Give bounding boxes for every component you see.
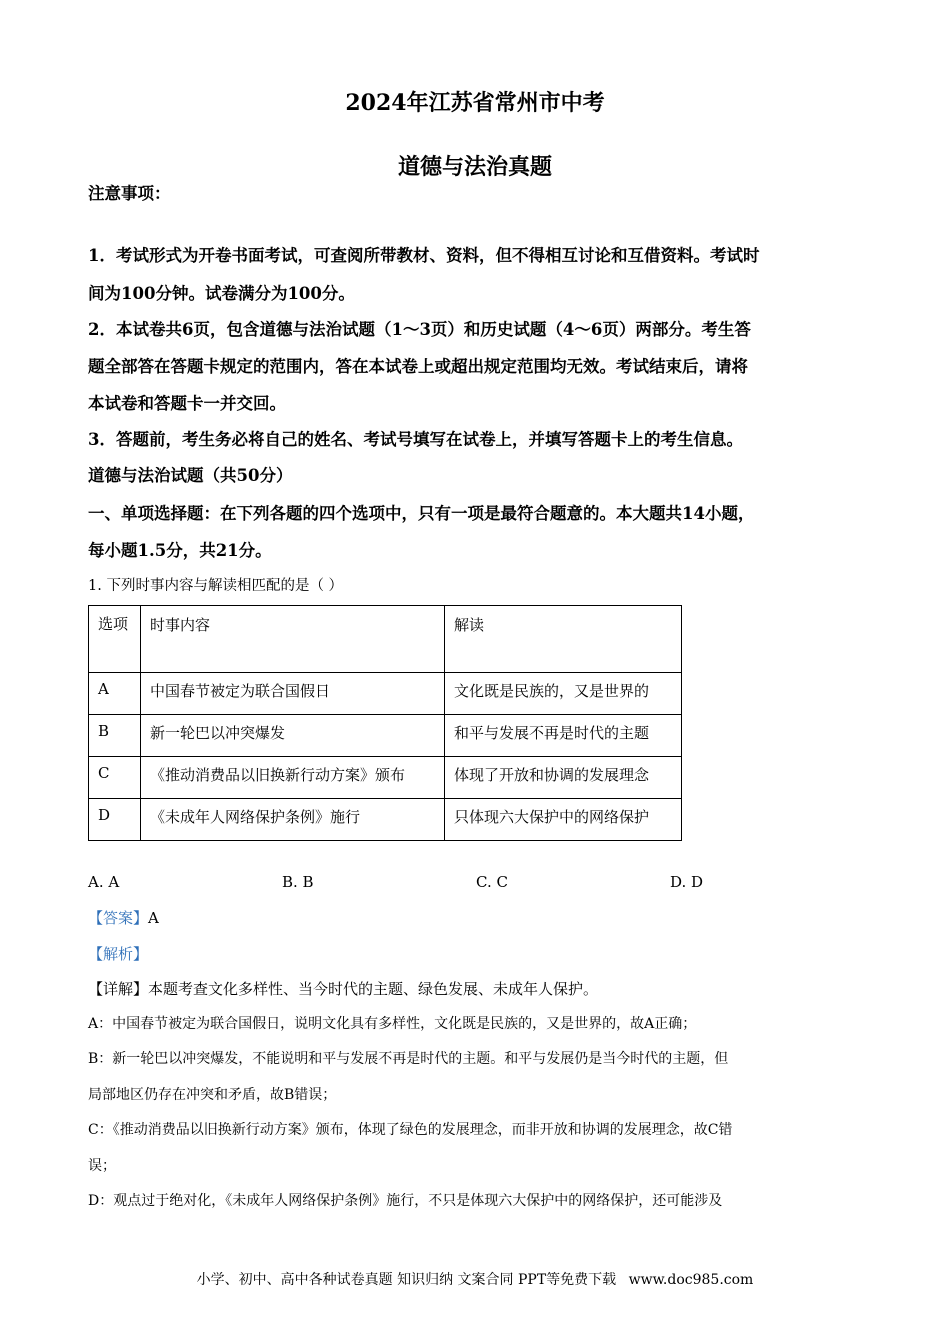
table-header-row	[89, 606, 682, 673]
table-row	[89, 715, 682, 757]
option-a: A. A	[88, 873, 120, 891]
explanation-line: 局部地区仍存在冲突和矛盾，故B错误；	[88, 1087, 337, 1103]
notes-line: 本试卷和答题卡一并交回。	[88, 394, 286, 413]
table-header-cell: 选项	[89, 606, 141, 673]
answer-value: A	[148, 909, 159, 927]
table-cell: A	[89, 673, 141, 715]
table-row	[89, 757, 682, 799]
question-stem: 1. 下列时事内容与解读相匹配的是（ ）	[88, 578, 344, 594]
explanation-line: C：《推动消费品以旧换新行动方案》颁布，体现了绿色的发展理念，而非开放和协调的发展理念，故C错	[88, 1122, 733, 1138]
question-table	[88, 605, 682, 841]
table-cell: 新一轮巴以冲突爆发	[141, 715, 445, 757]
footer-text: 小学、初中、高中各种试卷真题 知识归纳 文案合同 PPT等免费下载	[196, 1272, 617, 1288]
notes-heading: 注意事项：	[88, 184, 171, 203]
analysis-label: 【解析】	[88, 945, 149, 963]
table-cell: D	[89, 799, 141, 841]
table-cell: 和平与发展不再是时代的主题	[445, 715, 682, 757]
option-d: D. D	[670, 873, 704, 891]
answer-line	[88, 907, 159, 928]
explanation-line: B：新一轮巴以冲突爆发，不能说明和平与发展不再是时代的主题。和平与发展仍是当今时代的主题，但	[88, 1051, 729, 1067]
part-instruction: 每小题1.5分，共21分。	[88, 541, 272, 560]
page-footer	[0, 1269, 950, 1289]
notes-line: 间为100分钟。试卷满分为100分。	[88, 284, 355, 303]
table-cell: 《未成年人网络保护条例》施行	[141, 799, 445, 841]
exam-title: 2024年江苏省常州市中考	[345, 90, 605, 116]
detail-label: 【详解】	[88, 980, 149, 998]
table-header-cell: 时事内容	[141, 606, 445, 673]
notes-line: 1．考试形式为开卷书面考试，可查阅所带教材、资料，但不得相互讨论和互借资料。考试时	[88, 246, 760, 265]
detail-line	[88, 978, 598, 999]
part-instruction: 一、单项选择题：在下列各题的四个选项中，只有一项是最符合题意的。本大题共14小题，	[88, 504, 755, 523]
explanation-line: D：观点过于绝对化，《未成年人网络保护条例》施行，不只是体现六大保护中的网络保护，还可能涉及	[88, 1193, 723, 1209]
option-b: B. B	[282, 873, 314, 891]
notes-line: 题全部答在答题卡规定的范围内，答在本试卷上或超出规定范围均无效。考试结束后，请将	[88, 357, 748, 376]
explanation-line: A：中国春节被定为联合国假日，说明文化具有多样性，文化既是民族的，又是世界的，故A正确；	[88, 1016, 697, 1032]
answer-label: 【答案】	[88, 909, 149, 927]
table-cell: 文化既是民族的，又是世界的	[445, 673, 682, 715]
detail-text: 本题考查文化多样性、当今时代的主题、绿色发展、未成年人保护。	[148, 980, 599, 998]
option-c: C. C	[476, 873, 508, 891]
table-cell: 《推动消费品以旧换新行动方案》颁布	[141, 757, 445, 799]
table-row	[89, 673, 682, 715]
table-row	[89, 799, 682, 841]
footer-link[interactable]: www.doc985.com	[628, 1272, 754, 1288]
table-cell: 中国春节被定为联合国假日	[141, 673, 445, 715]
table-cell: 体现了开放和协调的发展理念	[445, 757, 682, 799]
table-cell: C	[89, 757, 141, 799]
table-header-cell: 解读	[445, 606, 682, 673]
table-cell: 只体现六大保护中的网络保护	[445, 799, 682, 841]
table-cell: B	[89, 715, 141, 757]
explanation-line: 误；	[88, 1158, 116, 1174]
notes-line: 3．答题前，考生务必将自己的姓名、考试号填写在试卷上，并填写答题卡上的考生信息。	[88, 430, 743, 449]
notes-line: 2．本试卷共6页，包含道德与法治试题（1～3页）和历史试题（4～6页）两部分。考生答	[88, 320, 751, 339]
exam-subtitle: 道德与法治真题	[397, 154, 552, 180]
section-title: 道德与法治试题（共50分）	[88, 466, 293, 485]
